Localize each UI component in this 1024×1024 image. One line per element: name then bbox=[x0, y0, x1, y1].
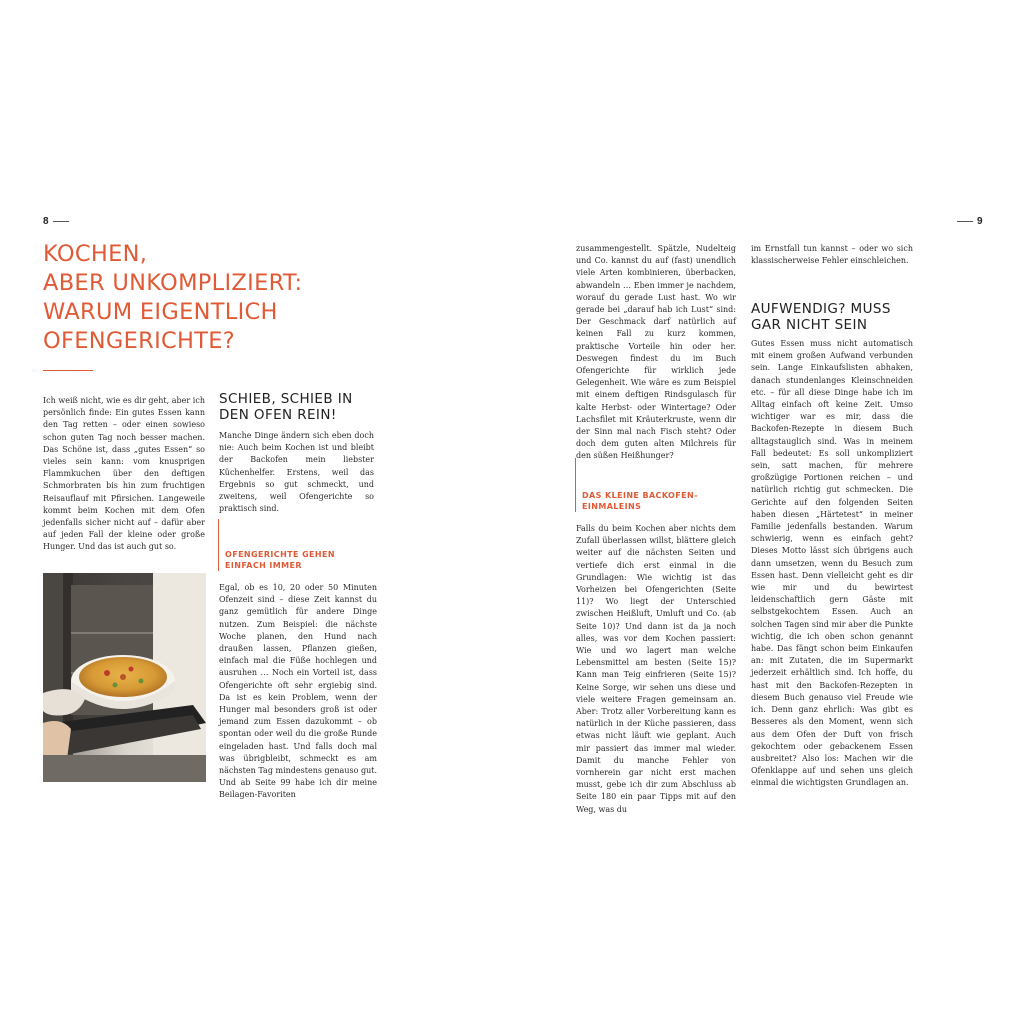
page-number-rule bbox=[53, 221, 69, 222]
subheading-block bbox=[218, 519, 379, 571]
page-number-right bbox=[953, 216, 983, 227]
intro-paragraph: Ich weiß nicht, wie es dir geht, aber ich persönlich finde: Ein gutes Essen kann den Tag retten – oder einen sowieso schon guten Tag noch besser machen. Das Schöne ist, dass „gutes Essen“ so vieles sein kann: vom knusprigen Flammkuchen über den deftigen Schmorbraten bis hin zum fruchtigen Reisauflauf mit Pfirsichen. Langeweile kommt beim Kochen mit dem Ofen jedenfalls sicher nicht auf – dafür aber auf jeden Fall der kleine oder große Hunger. Und das ist auch gut so. bbox=[43, 396, 205, 552]
page-number-rule bbox=[957, 221, 973, 222]
section-paragraph-ofen: Manche Dinge ändern sich eben doch nie: Auch beim Kochen ist und bleibt der Backofen mein liebster Küchenhelfer. Erstens, weil das Ergebnis so gut schmeckt, und zweitens, weil Ofengerichte so praktisch sind. bbox=[219, 431, 374, 514]
page-number-left bbox=[43, 216, 73, 227]
chapter-title: KOCHEN, ABER UNKOMPLIZIERT: WARUM EIGENTLICH OFENGERICHTE? bbox=[43, 241, 303, 354]
right-column1-paragraph2: Falls du beim Kochen aber nichts dem Zufall überlassen willst, blättere gleich weiter auf die nächsten Seiten und vertiefe dich erst einmal in die Grundlagen: Wie wichtig ist das Vorheizen bei Ofengerichten (Seite 11)? Wo liegt der Unterschied zwischen Heißluft, Umluft und Co. (ab Seite 10)? Und dann ist da ja noch alles, was vor dem Kochen passiert: Wie und wo lagert man welche Lebensmittel am besten (Seite 15)? Kann man Teig einfrieren (Seite 15)? Keine Sorge, wir sehen uns diese und viele weitere Fragen gemeinsam an. Aber: Trotz aller Vorbereitung kann es natürlich in der Küche passieren, dass etwas nicht läuft wie geplant. Auch mir passiert das immer mal wieder. Damit du manche Fehler von vornherein gar nicht erst machen musst, gebe ich dir zum Abschluss ab Seite 180 ein paar Tipps mit auf den Weg, was du bbox=[576, 524, 736, 814]
right-column2-paragraph1: im Ernstfall tun kannst – oder wo sich klassischerweise Fehler einschleichen. bbox=[751, 244, 913, 266]
page-number-value: 8 bbox=[43, 216, 49, 227]
oven-gratin-illustration bbox=[43, 573, 206, 782]
section-heading-ofen: SCHIEB, SCHIEB IN DEN OFEN REIN! bbox=[219, 391, 353, 423]
section-heading-aufwendig: AUFWENDIG? MUSS GAR NICHT SEIN bbox=[751, 301, 891, 333]
page-number-value: 9 bbox=[977, 216, 983, 227]
right-column1-paragraph1: zusammengestellt. Spätzle, Nudelteig und Co. kannst du auf (fast) unendlich viele Arten kombinieren, überbacken, abwandeln … Eben immer je nachdem, worauf du gerade Lust hast. Wo wir gerade bei „darauf hab ich Lust“ sind: Der Geschmack darf natürlich auf keinen Fall zu kurz kommen, praktische Vorteile hin oder her. Deswegen findest du im Buch Ofengerichte für wirklich jede Gelegenheit. Wie wäre es zum Beispiel mit einem deftigen Rindsgulasch für kalte Herbst- oder Wintertage? Oder Lachsfilet mit Kräuterkruste, wenn dir der Sinn mal nach Fisch steht? Oder doch dem guten alten Milchreis für den süßen Heißhunger? bbox=[576, 244, 736, 461]
oven-gratin-photo bbox=[43, 573, 206, 782]
subheading-backofen-einmaleins: DAS KLEINE BACKOFEN-EINMALEINS bbox=[582, 491, 698, 511]
right-column2-paragraph2: Gutes Essen muss nicht automatisch mit einem großen Aufwand verbunden sein. Lange Einkaufslisten abhaken, danach stundenlanges Kleinschneiden etc. – für all diese Dinge habe ich im Alltag einfach oft keine Zeit. Umso wichtiger war es mir, dass die Backofen-Rezepte in diesem Buch alltagstauglich sind. Was in meinem Fall bedeutet: Es soll unkompliziert sein, satt machen, für mehrere großzügige Portionen reichen – und natürlich richtig gut schmecken. Die Gerichte auf den folgenden Seiten haben diesen „Härtetest“ in meiner Familie jedenfalls bestanden. Warum schwierig, wenn es einfach geht? Dieses Motto lässt sich übrigens auch dann umsetzen, wenn du Besuch zum Essen hast. Denn vielleicht geht es dir wie mir und du bewirtest leidenschaftlich gern Gäste mit selbstgekochtem Essen. Auch an solchen Tagen sind mir aber die Punkte wichtig, die ich oben schon genannt habe. Das fängt schon beim Einkaufen an: mit Zutaten, die im Supermarkt jederzeit erhältlich sind. Ich hoffe, du hast mit den Backofen-Rezepten in diesem Buch genauso viel Freude wie ich. Denn ganz ehrlich: Was gibt es Besseres als den Moment, wenn sich aus dem Ofen der Duft von frisch gekochtem oder gebackenem Essen ausbreitet? Also los: Machen wir die Ofenklappe auf und sehen uns gleich einmal die wichtigsten Grundlagen an. bbox=[751, 339, 913, 788]
subsection-paragraph-ofengerichte: Egal, ob es 10, 20 oder 50 Minuten Ofenzeit sind – diese Zeit kannst du ganz gemütlich für andere Dinge nutzen. Zum Beispiel: die nächste Woche planen, den Hund nach draußen lassen, Pflanzen gießen, einfach mal die Füße hochlegen und ausruhen … Noch ein Vorteil ist, dass Ofengerichte oft sehr ergiebig sind. Da ist es kein Problem, wenn der Hunger mal besonders groß ist oder jemand zum Essen dazukommt – ob spontan oder weil du die große Runde eingeladen hast. Und falls doch mal was übrigbleibt, schmeckt es am nächsten Tag mindestens genauso gut. Und ab Seite 99 habe ich dir meine Beilagen-Favoriten bbox=[219, 583, 377, 800]
subheading-block bbox=[575, 458, 736, 512]
subheading-ofengerichte: OFENGERICHTE GEHEN EINFACH IMMER bbox=[225, 550, 335, 570]
title-underline bbox=[43, 370, 93, 371]
